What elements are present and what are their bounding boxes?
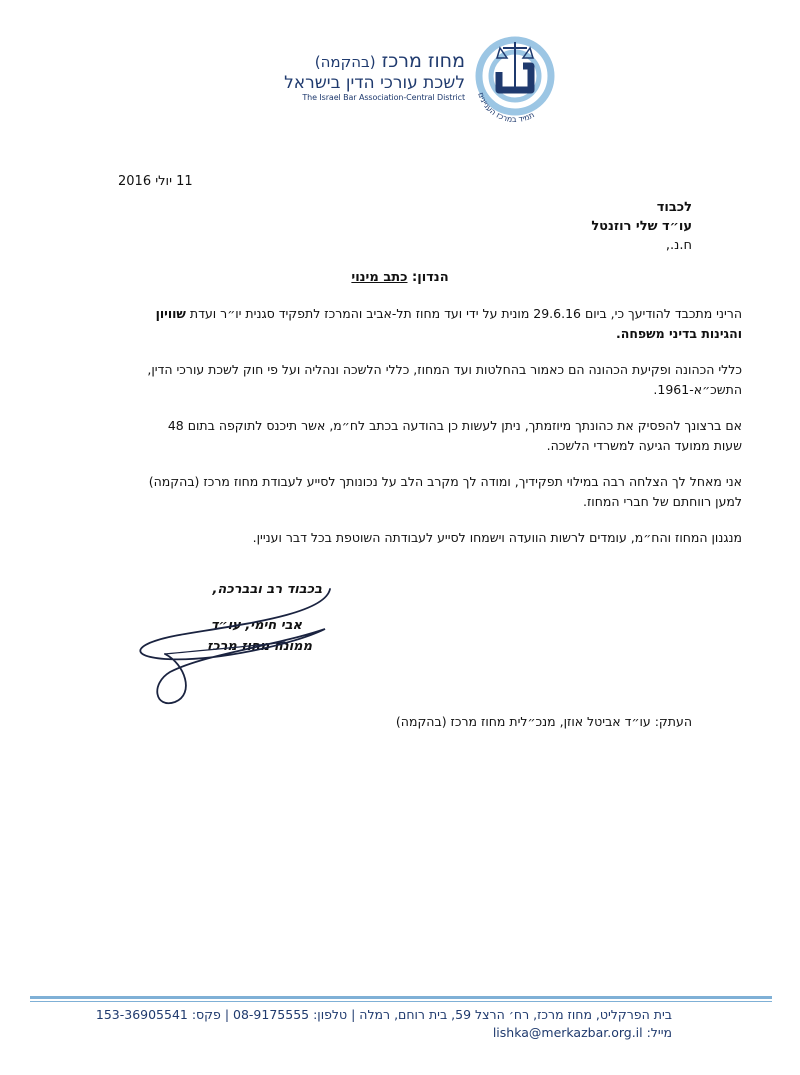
logo-motto: תמיד במרכז העניינים xyxy=(476,91,536,125)
letterhead xyxy=(284,32,575,127)
body-paragraph-appointment xyxy=(142,304,742,344)
committee-name: שוויון והגינות בדיני משפחה. xyxy=(155,306,742,341)
letter-date: 11 יולי 2016 xyxy=(118,174,193,189)
letterhead-text xyxy=(275,50,465,102)
footer-divider xyxy=(30,996,772,999)
footer-email: מייל: lishka@merkazbar.org.il xyxy=(492,1025,672,1040)
association-name: לשכת עורכי הדין בישראל xyxy=(284,73,465,93)
letter-subject xyxy=(0,270,800,285)
cc-line: העתק: עו״ד אביטל אוזן, מנכ״לית מחוז מרכז (בהקמה) xyxy=(395,714,692,729)
signer-name: אבי חימי, עו״ד xyxy=(210,618,302,633)
recipient-block xyxy=(591,198,692,255)
body-paragraph-terms: כללי הכהונה ופקיעת הכהונה הם כאמור בהחלטות ועד המחוז, כללי הלשכה ונהליה ועל פי חוק לשכת עורכי הדין, התשכ״א-1961. xyxy=(147,362,742,397)
signer-title: ממונה מחוז מרכז xyxy=(207,639,312,654)
association-english-name: The Israel Bar Association-Central District xyxy=(302,93,465,102)
handwritten-signature-icon xyxy=(125,584,355,714)
district-name-main: מחוז מרכז xyxy=(381,50,465,72)
subject-label: הנדון: xyxy=(412,270,449,285)
recipient-greeting: ח.נ., xyxy=(665,238,692,253)
district-name-suffix: (בהקמה) xyxy=(314,53,376,71)
recipient-name: עו״ד שלי רוזנטל xyxy=(591,219,692,234)
body-paragraph-support: מנגנון המחוז והח״מ, עומדים לרשות הוועדה וישמחו לסייע לעבודתה השוטפת בכל דבר ועניין. xyxy=(252,530,742,545)
closing-line: בכבוד רב ובברכה, xyxy=(212,582,322,597)
scales-of-justice-logo-icon xyxy=(465,32,565,127)
footer-address: בית הפרקליט, מחוז מרכז, רח׳ הרצל 59, בית רוחם, רמלה | טלפון: 08-9175555 | פקס: 153-36905541 xyxy=(95,1007,672,1022)
body-paragraph-wishes: אני מאחל לך הצלחה רבה במילוי תפקידיך, ומודה לך מקרב הלב על נכונותך לסייע לעבודת מחוז מרכז (בהקמה) למען רווחתם של חברי המחוז. xyxy=(148,474,742,509)
appointment-text: הריני מתכבד להודיעך כי, ביום 29.6.16 מונית על ידי ועד מחוז תל-אביב והמרכז לתפקיד סגנית יו״ר ועדת xyxy=(189,306,742,321)
subject-text: כתב מינוי xyxy=(351,270,408,285)
body-paragraph-resignation: אם ברצונך להפסיק את כהונתך מיוזמתך, ניתן לעשות כן בהודעה בכתב לח״מ, אשר תיכנס לתוקפה בתום 48 שעות ממועד הגיעה למשרדי הלשכה. xyxy=(167,418,742,453)
footer-divider-thin xyxy=(30,1001,772,1002)
footer-contact xyxy=(96,1006,672,1042)
district-name xyxy=(275,50,465,73)
recipient-salutation: לכבוד xyxy=(656,200,692,215)
